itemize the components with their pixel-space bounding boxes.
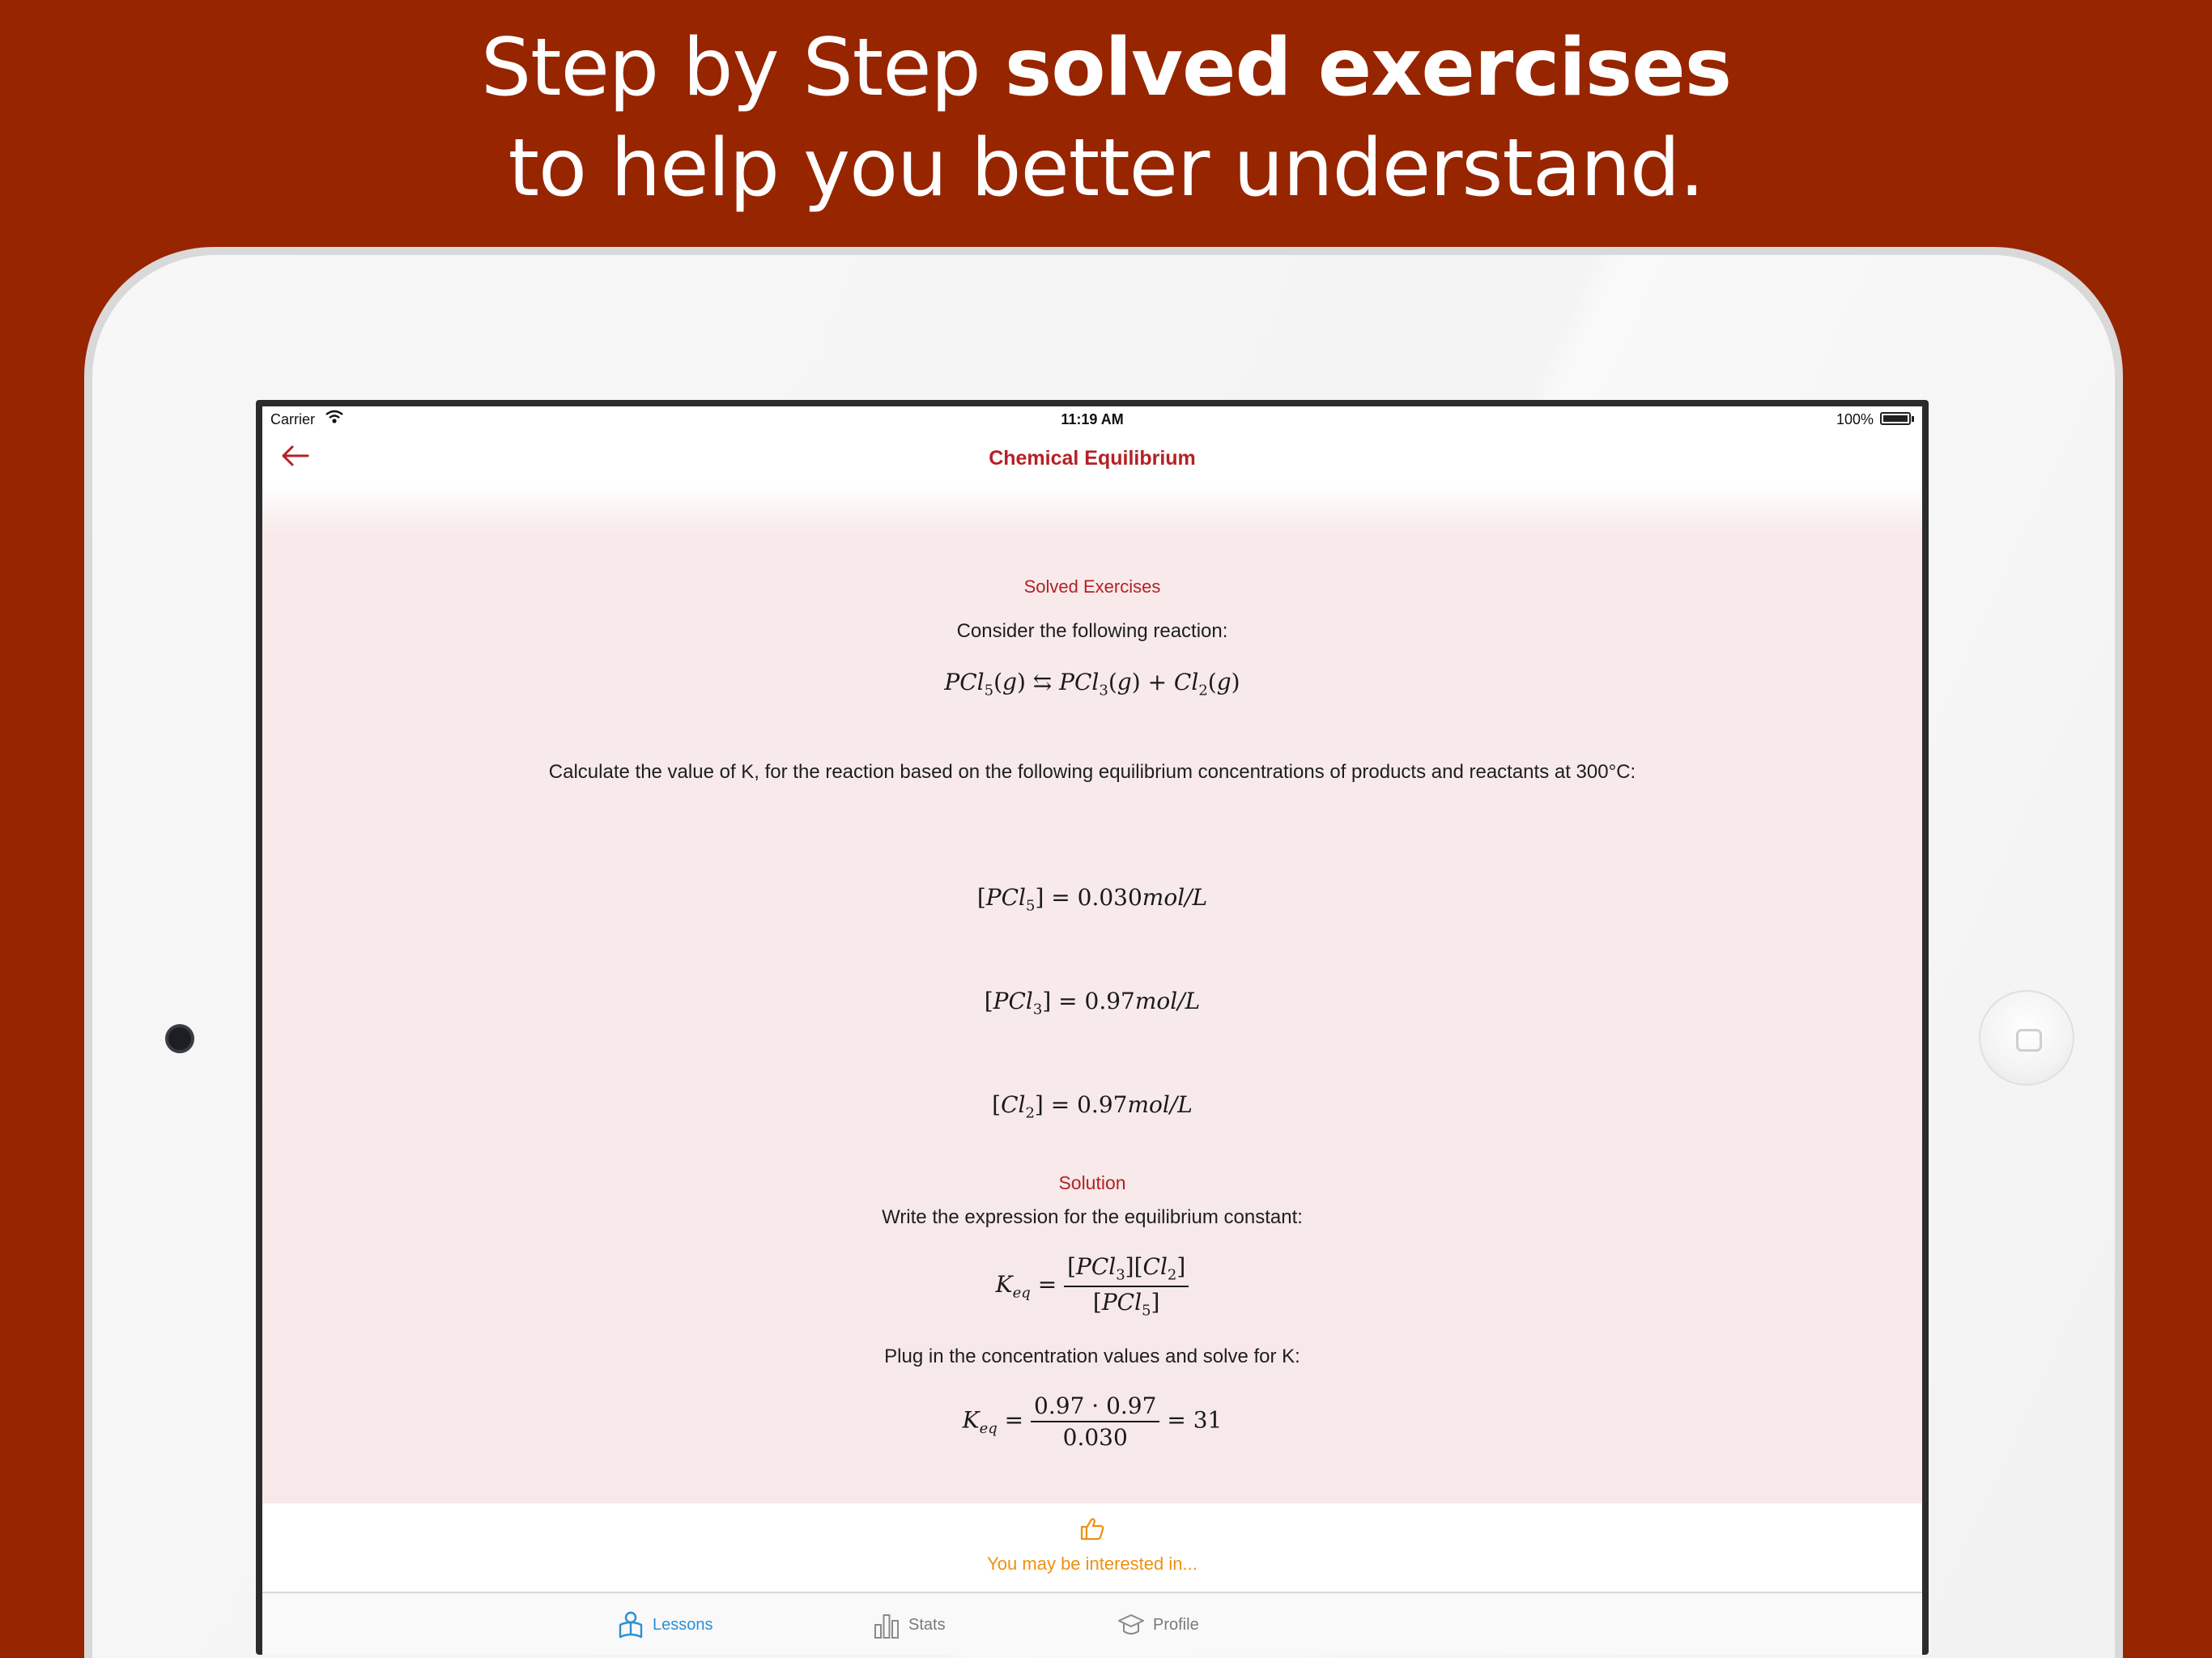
equation-keq-expression: $K_{eq}$ = $\frac{[PCl_3][Cl_2]}{[PCl_5]}$ <box>262 1253 1922 1319</box>
tab-lessons-label: Lessons <box>653 1615 713 1634</box>
status-bar <box>262 406 1922 427</box>
headline-line-1 <box>0 18 2212 118</box>
headline-bold-text: solved exercises <box>1004 22 1732 114</box>
equation-conc-pcl3: [PCl$_3$] = 0.97mol/L <box>984 988 1201 1018</box>
equation-conc-cl2: $[Cl_2] = 0.97mol/L$ <box>992 1091 1193 1122</box>
front-camera <box>165 1024 194 1053</box>
headline-line-2: to help you better understand. <box>508 122 1704 215</box>
equation-conc-pcl5: [PCl$_5$] = 0.030mol/L <box>976 884 1208 915</box>
thumbs-up-icon <box>1079 1516 1105 1541</box>
exercise-content <box>262 484 1922 1503</box>
home-button[interactable] <box>1979 990 2074 1086</box>
bar-chart-icon <box>873 1610 900 1639</box>
tab-stats-label: Stats <box>908 1615 946 1634</box>
solution-step-1: Write the expression for the equilibrium constant: <box>882 1206 1303 1228</box>
carrier-label: Carrier <box>270 411 316 427</box>
battery-percentage: 100% <box>1836 411 1874 427</box>
section-label-solution: Solution <box>1058 1172 1126 1193</box>
section-label-solved-exercises: Solved Exercises <box>1023 576 1161 597</box>
tab-profile-label: Profile <box>1153 1615 1199 1634</box>
ipad-screen <box>256 400 1929 1655</box>
headline-regular-text: Step by Step <box>480 22 1005 114</box>
tab-bar <box>262 1592 1922 1655</box>
graduation-cap-icon <box>1117 1610 1145 1639</box>
equation-keq-value: $K_{eq}$ = $\frac{0.97 \cdot 0.97}{0.030}$ = 31 <box>962 1392 1223 1451</box>
reaction-equation: PCl$_5$(g) ⇆ $PCl_3(g) + Cl_2(g)$ <box>944 669 1240 699</box>
page-title: Chemical Equilibrium <box>989 447 1196 470</box>
navigation-bar <box>262 427 1922 484</box>
tab-profile[interactable] <box>1117 1605 1199 1645</box>
app-screen <box>262 406 1922 1655</box>
home-button-icon <box>2016 1029 2042 1052</box>
status-time: 11:19 AM <box>1061 411 1124 427</box>
promo-headline <box>0 18 2212 219</box>
tab-lessons[interactable] <box>617 1605 713 1645</box>
interested-in-link[interactable] <box>262 1503 1922 1592</box>
lessons-icon <box>617 1610 644 1639</box>
interested-in-label: You may be interested in... <box>987 1554 1197 1574</box>
solution-step-2: Plug in the concentration values and solve for K: <box>884 1346 1300 1367</box>
exercise-question: Calculate the value of K, for the reaction based on the following equilibrium concentrations of products and reactants at 300°C: <box>548 761 1636 783</box>
exercise-intro: Consider the following reaction: <box>956 620 1228 642</box>
battery-icon <box>1880 412 1911 425</box>
tab-stats[interactable] <box>873 1605 946 1645</box>
